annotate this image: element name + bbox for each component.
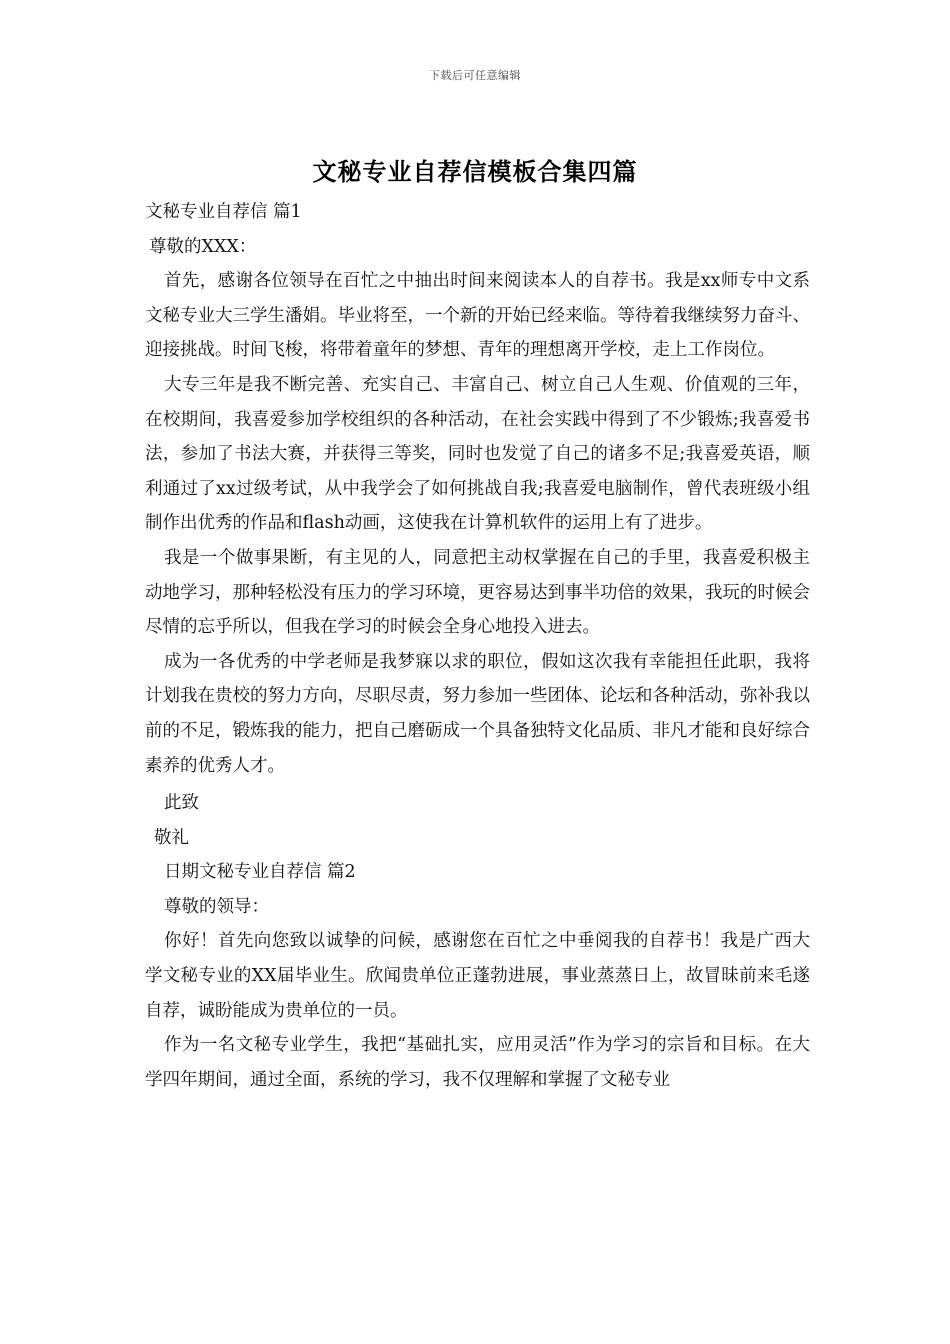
section-2-heading: 日期文秘专业自荐信 篇2: [164, 862, 356, 883]
section-1-paragraph-2: 大专三年是我不断完善、充实自己、丰富自己、树立自己人生观、价值观的三年，在校期间，我喜爱参加学校组织的各种活动，在社会实践中得到了不少锻炼;我喜爱书法，参加了书法大赛，并获得三等奖，同时也发觉了自己的诸多不足;我喜爱英语，顺利通过了xx过级考试，从中我学会了如何挑战自我;我喜爱电脑制作，曾代表班级小组制作出优秀的作品和flash动画，这使我在计算机软件的运用上有了进步。: [145, 374, 810, 534]
section-1-salutation: 尊敬的XXX：: [149, 236, 257, 257]
section-2-salutation: 尊敬的领导：: [164, 896, 269, 917]
document-title: 文秘专业自荐信模板合集四篇: [312, 157, 638, 186]
header-note: 下载后可任意编辑: [429, 69, 521, 82]
section-1-closing-line-1: 此致: [164, 793, 199, 814]
section-1-paragraph-4: 成为一各优秀的中学老师是我梦寐以求的职位，假如这次我有幸能担任此职，我将计划我在贵校的努力方向，尽职尽责，努力参加一些团体、论坛和各种活动，弥补我以前的不足，锻炼我的能力，把自己磨砺成一个具备独特文化品质、非凡才能和良好综合素养的优秀人才。: [145, 651, 810, 776]
section-1-closing-line-2: 敬礼: [154, 827, 189, 848]
section-1-paragraph-1: 首先，感谢各位领导在百忙之中抽出时间来阅读本人的自荐书。我是xx师专中文系文秘专业大三学生潘娟。毕业将至，一个新的开始已经来临。等待着我继续努力奋斗、迎接挑战。时间飞梭，将带着童年的梦想、青年的理想离开学校，走上工作岗位。: [145, 271, 810, 361]
document-body: [145, 195, 810, 1097]
section-1-paragraph-3: 我是一个做事果断，有主见的人，同意把主动权掌握在自己的手里，我喜爱积极主动地学习，那种轻松没有压力的学习环境，更容易达到事半功倍的效果，我玩的时候会尽情的忘乎所以，但我在学习的时候会全身心地投入进去。: [145, 547, 810, 638]
section-2-paragraph-1: 你好！首先向您致以诚挚的问候，感谢您在百忙之中垂阅我的自荐书！我是广西大学文秘专业的XX届毕业生。欣闻贵单位正蓬勃进展，事业蒸蒸日上，故冒昧前来毛遂自荐，诚盼能成为贵单位的一员。: [145, 931, 810, 1021]
section-1-heading: 文秘专业自荐信 篇1: [145, 202, 302, 222]
section-2-paragraph-2: 作为一名文秘专业学生，我把“基础扎实，应用灵活”作为学习的宗旨和目标。在大学四年期间，通过全面，系统的学习，我不仅理解和掌握了文秘专业: [145, 1035, 810, 1090]
